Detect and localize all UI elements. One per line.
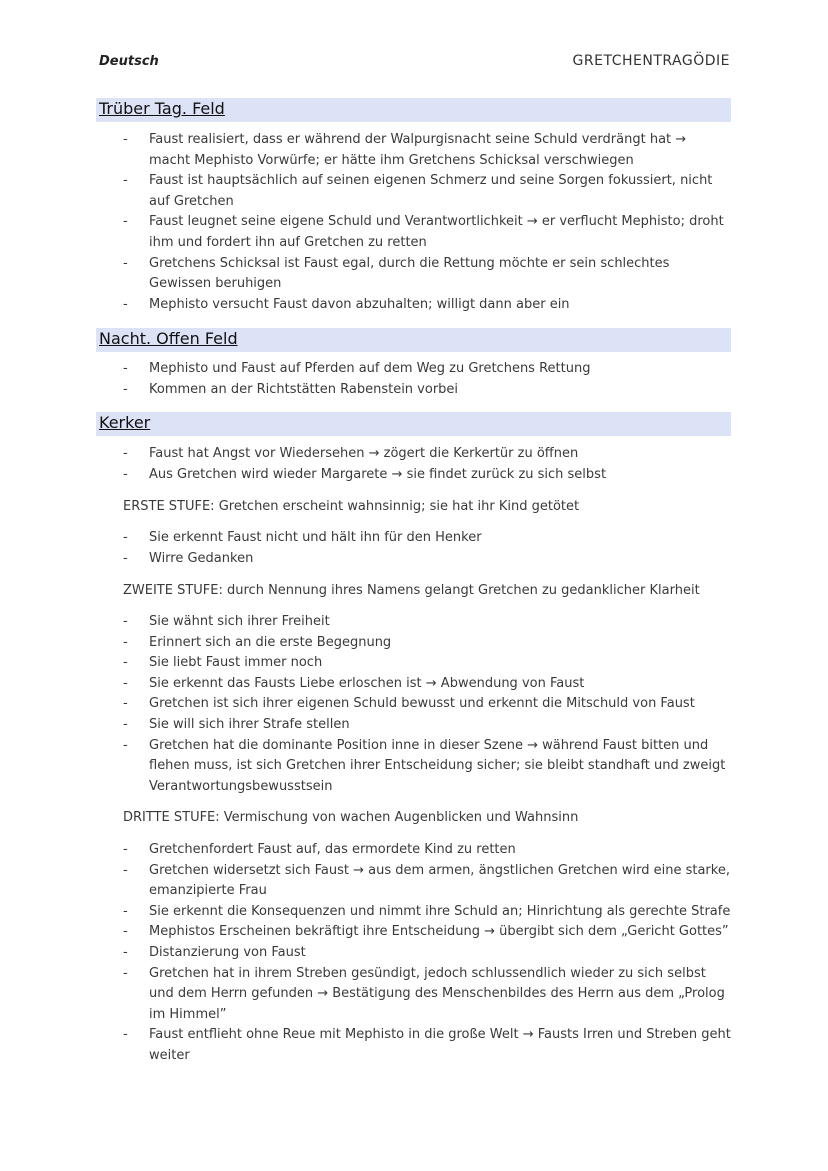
list-item: - Mephisto versucht Faust davon abzuhalten; willigt dann aber ein <box>123 296 570 312</box>
list-item: - Kommen an der Richtstätten Rabenstein vorbei <box>123 381 459 397</box>
list-item: - Faust entflieht ohne Reue mit Mephisto in die große Welt → Fausts Irren und Streben geht weiter <box>123 1027 731 1063</box>
topic-title: GRETCHENTRAGÖDIE <box>572 53 730 69</box>
list-item: - Sie erkennt die Konsequenzen und nimmt ihre Schuld an; Hinrichtung als gerechte Strafe <box>123 903 731 919</box>
subject-label: Deutsch <box>99 54 159 69</box>
list-item: - Faust hat Angst vor Wiedersehen → zögert die Kerkertür zu öffnen <box>123 446 579 461</box>
list-item: - Faust ist hauptsächlich auf seinen eigenen Schmerz und seine Sorgen fokussiert, nicht auf Gretchen <box>123 173 713 209</box>
section-header-kerker <box>96 412 731 436</box>
list-item: - Distanzierung von Faust <box>123 944 306 960</box>
list-item: - Gretchen widersetzt sich Faust → aus dem armen, ängstlichen Gretchen wird eine starke, emanzipierte Frau <box>123 862 730 899</box>
list-item: - Erinnert sich an die erste Begegnung <box>123 634 392 650</box>
list-item: - Gretchens Schicksal ist Faust egal, durch die Rettung möchte er sein schlechtes Gewissen beruhigen <box>123 255 670 292</box>
list-item: - Faust realisiert, dass er während der Walpurgisnacht seine Schuld verdrängt hat → macht Mephisto Vorwürfe; er hätte ihm Gretchens Schicksal verschwiegen <box>123 132 687 168</box>
list-item: - Gretchen hat die dominante Position inne in dieser Szene → während Faust bitten und flehen muss, ist sich Gretchen ihrer Entscheidung sicher; sie bleibt standhaft und zweigt Verantwortungsbewusstsein <box>123 737 726 794</box>
list-item: - Faust leugnet seine eigene Schuld und Verantwortlichkeit → er verflucht Mephisto; droht ihm und fordert ihn auf Gretchen zu retten <box>123 214 724 250</box>
stufe-heading-1: ERSTE STUFE: Gretchen erscheint wahnsinnig; sie hat ihr Kind getötet <box>123 499 580 514</box>
list-item: - Sie erkennt Faust nicht und hält ihn für den Henker <box>123 530 482 545</box>
stufe-heading-2: ZWEITE STUFE: durch Nennung ihres Namens gelangt Gretchen zu gedanklicher Klarheit <box>123 583 700 598</box>
bullet-list <box>121 528 731 569</box>
list-item: - Wirre Gedanken <box>123 550 254 566</box>
list-item: - Sie wähnt sich ihrer Freiheit <box>123 614 330 629</box>
section-title: Trüber Tag. Feld <box>99 99 225 118</box>
bullet-list <box>121 840 731 1067</box>
section-header-nacht-offen-feld <box>96 328 731 352</box>
list-item: - Sie liebt Faust immer noch <box>123 655 323 671</box>
bullet-list <box>121 612 731 797</box>
list-item: - Gretchen ist sich ihrer eigenen Schuld bewusst und erkennt die Mitschuld von Faust <box>123 696 695 712</box>
list-item: - Sie erkennt das Fausts Liebe erloschen ist → Abwendung von Faust <box>123 675 585 691</box>
list-item: - Gretchenfordert Faust auf, das ermordete Kind zu retten <box>123 842 516 857</box>
section-title: Kerker <box>99 413 151 432</box>
list-item: - Aus Gretchen wird wieder Margarete → sie findet zurück zu sich selbst <box>123 466 607 482</box>
bullet-list <box>121 359 731 400</box>
section-title: Nacht. Offen Feld <box>99 329 238 348</box>
list-item: - Gretchen hat in ihrem Streben gesündigt, jedoch schlussendlich wieder zu sich selbst und dem Herrn gefunden → Bestätigung des Menschenbildes des Herrn aus dem „Prolog im Himmel” <box>123 965 725 1022</box>
stufe-heading-3: DRITTE STUFE: Vermischung von wachen Augenblicken und Wahnsinn <box>123 810 579 825</box>
list-item: - Mephistos Erscheinen bekräftigt ihre Entscheidung → übergibt sich dem „Gericht Gottes” <box>123 924 729 940</box>
list-item: - Mephisto und Faust auf Pferden auf dem Weg zu Gretchens Rettung <box>123 361 591 376</box>
bullet-list <box>121 130 731 315</box>
section-header-trueber-tag <box>96 98 731 122</box>
list-item: - Sie will sich ihrer Strafe stellen <box>123 716 350 732</box>
bullet-list <box>121 444 731 485</box>
